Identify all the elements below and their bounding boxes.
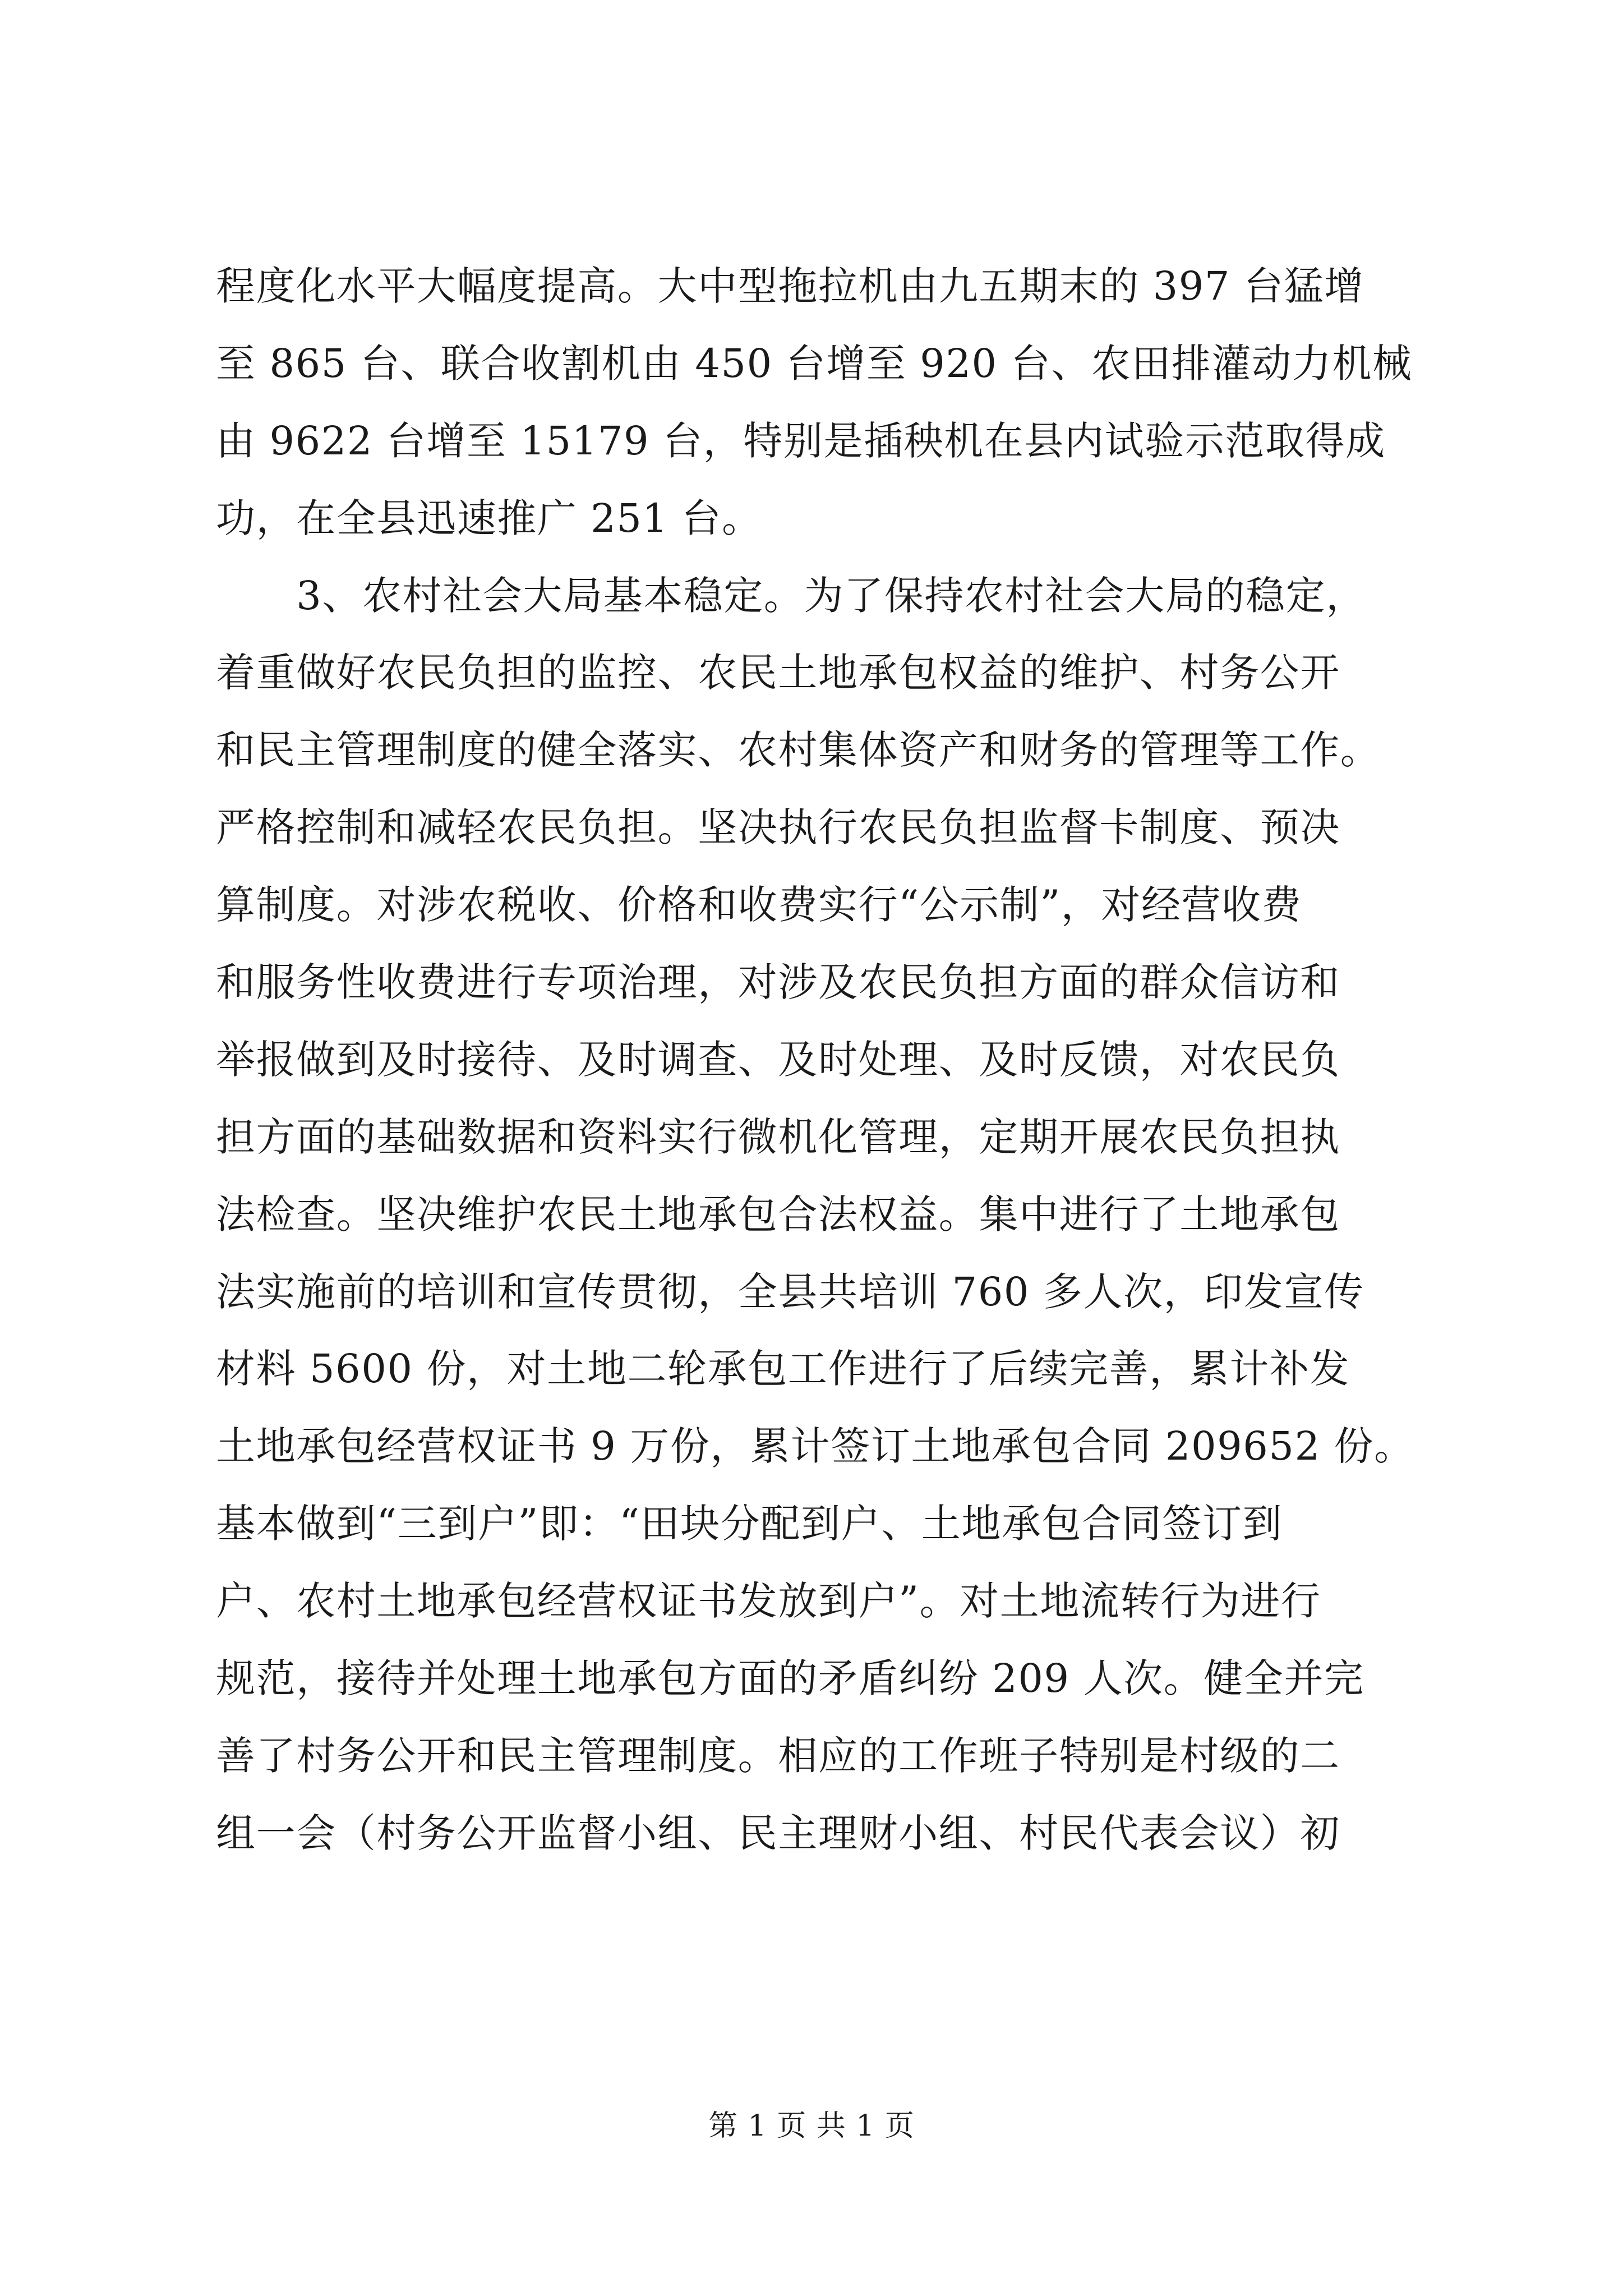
text-line: 至 865 台、联合收割机由 450 台增至 920 台、农田排灌动力机械 — [216, 340, 1413, 386]
text-line: 和服务性收费进行专项治理，对涉及农民负担方面的群众信访和 — [216, 959, 1340, 1006]
text-line: 善了村务公开和民主管理制度。相应的工作班子特别是村级的二 — [216, 1732, 1340, 1779]
body-text — [216, 248, 1425, 1872]
text-line: 由 9622 台增至 15179 台，特别是插秧机在县内试验示范取得成 — [216, 417, 1386, 464]
text-line: 规范，接待并处理土地承包方面的矛盾纠纷 209 人次。健全并完 — [216, 1655, 1364, 1702]
text-line: 法实施前的培训和宣传贯彻，全县共培训 760 多人次，印发宣传 — [216, 1268, 1364, 1315]
text-line: 严格控制和减轻农民负担。坚决执行农民负担监督卡制度、预决 — [216, 804, 1340, 851]
text-line: 程度化水平大幅度提高。大中型拖拉机由九五期末的 397 台猛增 — [216, 263, 1364, 309]
page-number: 第 1 页 共 1 页 — [708, 2109, 915, 2143]
text-line: 担方面的基础数据和资料实行微机化管理，定期开展农民负担执 — [216, 1114, 1340, 1160]
text-line: 算制度。对涉农税收、价格和收费实行“公示制”，对经营收费 — [216, 882, 1302, 928]
text-line: 法检查。坚决维护农民土地承包合法权益。集中进行了土地承包 — [216, 1191, 1340, 1237]
text-line: 户、农村土地承包经营权证书发放到户”。对土地流转行为进行 — [216, 1578, 1321, 1625]
text-line: 和民主管理制度的健全落实、农村集体资产和财务的管理等工作。 — [216, 727, 1381, 774]
text-line: 基本做到“三到户”即：“田块分配到户、土地承包合同签订到 — [216, 1501, 1283, 1547]
text-line: 举报做到及时接待、及时调查、及时处理、及时反馈，对农民负 — [216, 1036, 1340, 1083]
text-line: 组一会（村务公开监督小组、民主理财小组、村民代表会议）初 — [216, 1810, 1340, 1856]
text-line: 3、农村社会大局基本稳定。为了保持农村社会大局的稳定， — [216, 572, 1366, 619]
text-line: 着重做好农民负担的监控、农民土地承包权益的维护、村务公开 — [216, 650, 1340, 696]
text-line: 功，在全县迅速推广 251 台。 — [216, 495, 762, 541]
text-line: 土地承包经营权证书 9 万份，累计签订土地承包合同 209652 份。 — [216, 1423, 1414, 1470]
page-footer — [0, 2106, 1623, 2146]
text-line: 材料 5600 份，对土地二轮承包工作进行了后续完善，累计补发 — [216, 1346, 1350, 1392]
